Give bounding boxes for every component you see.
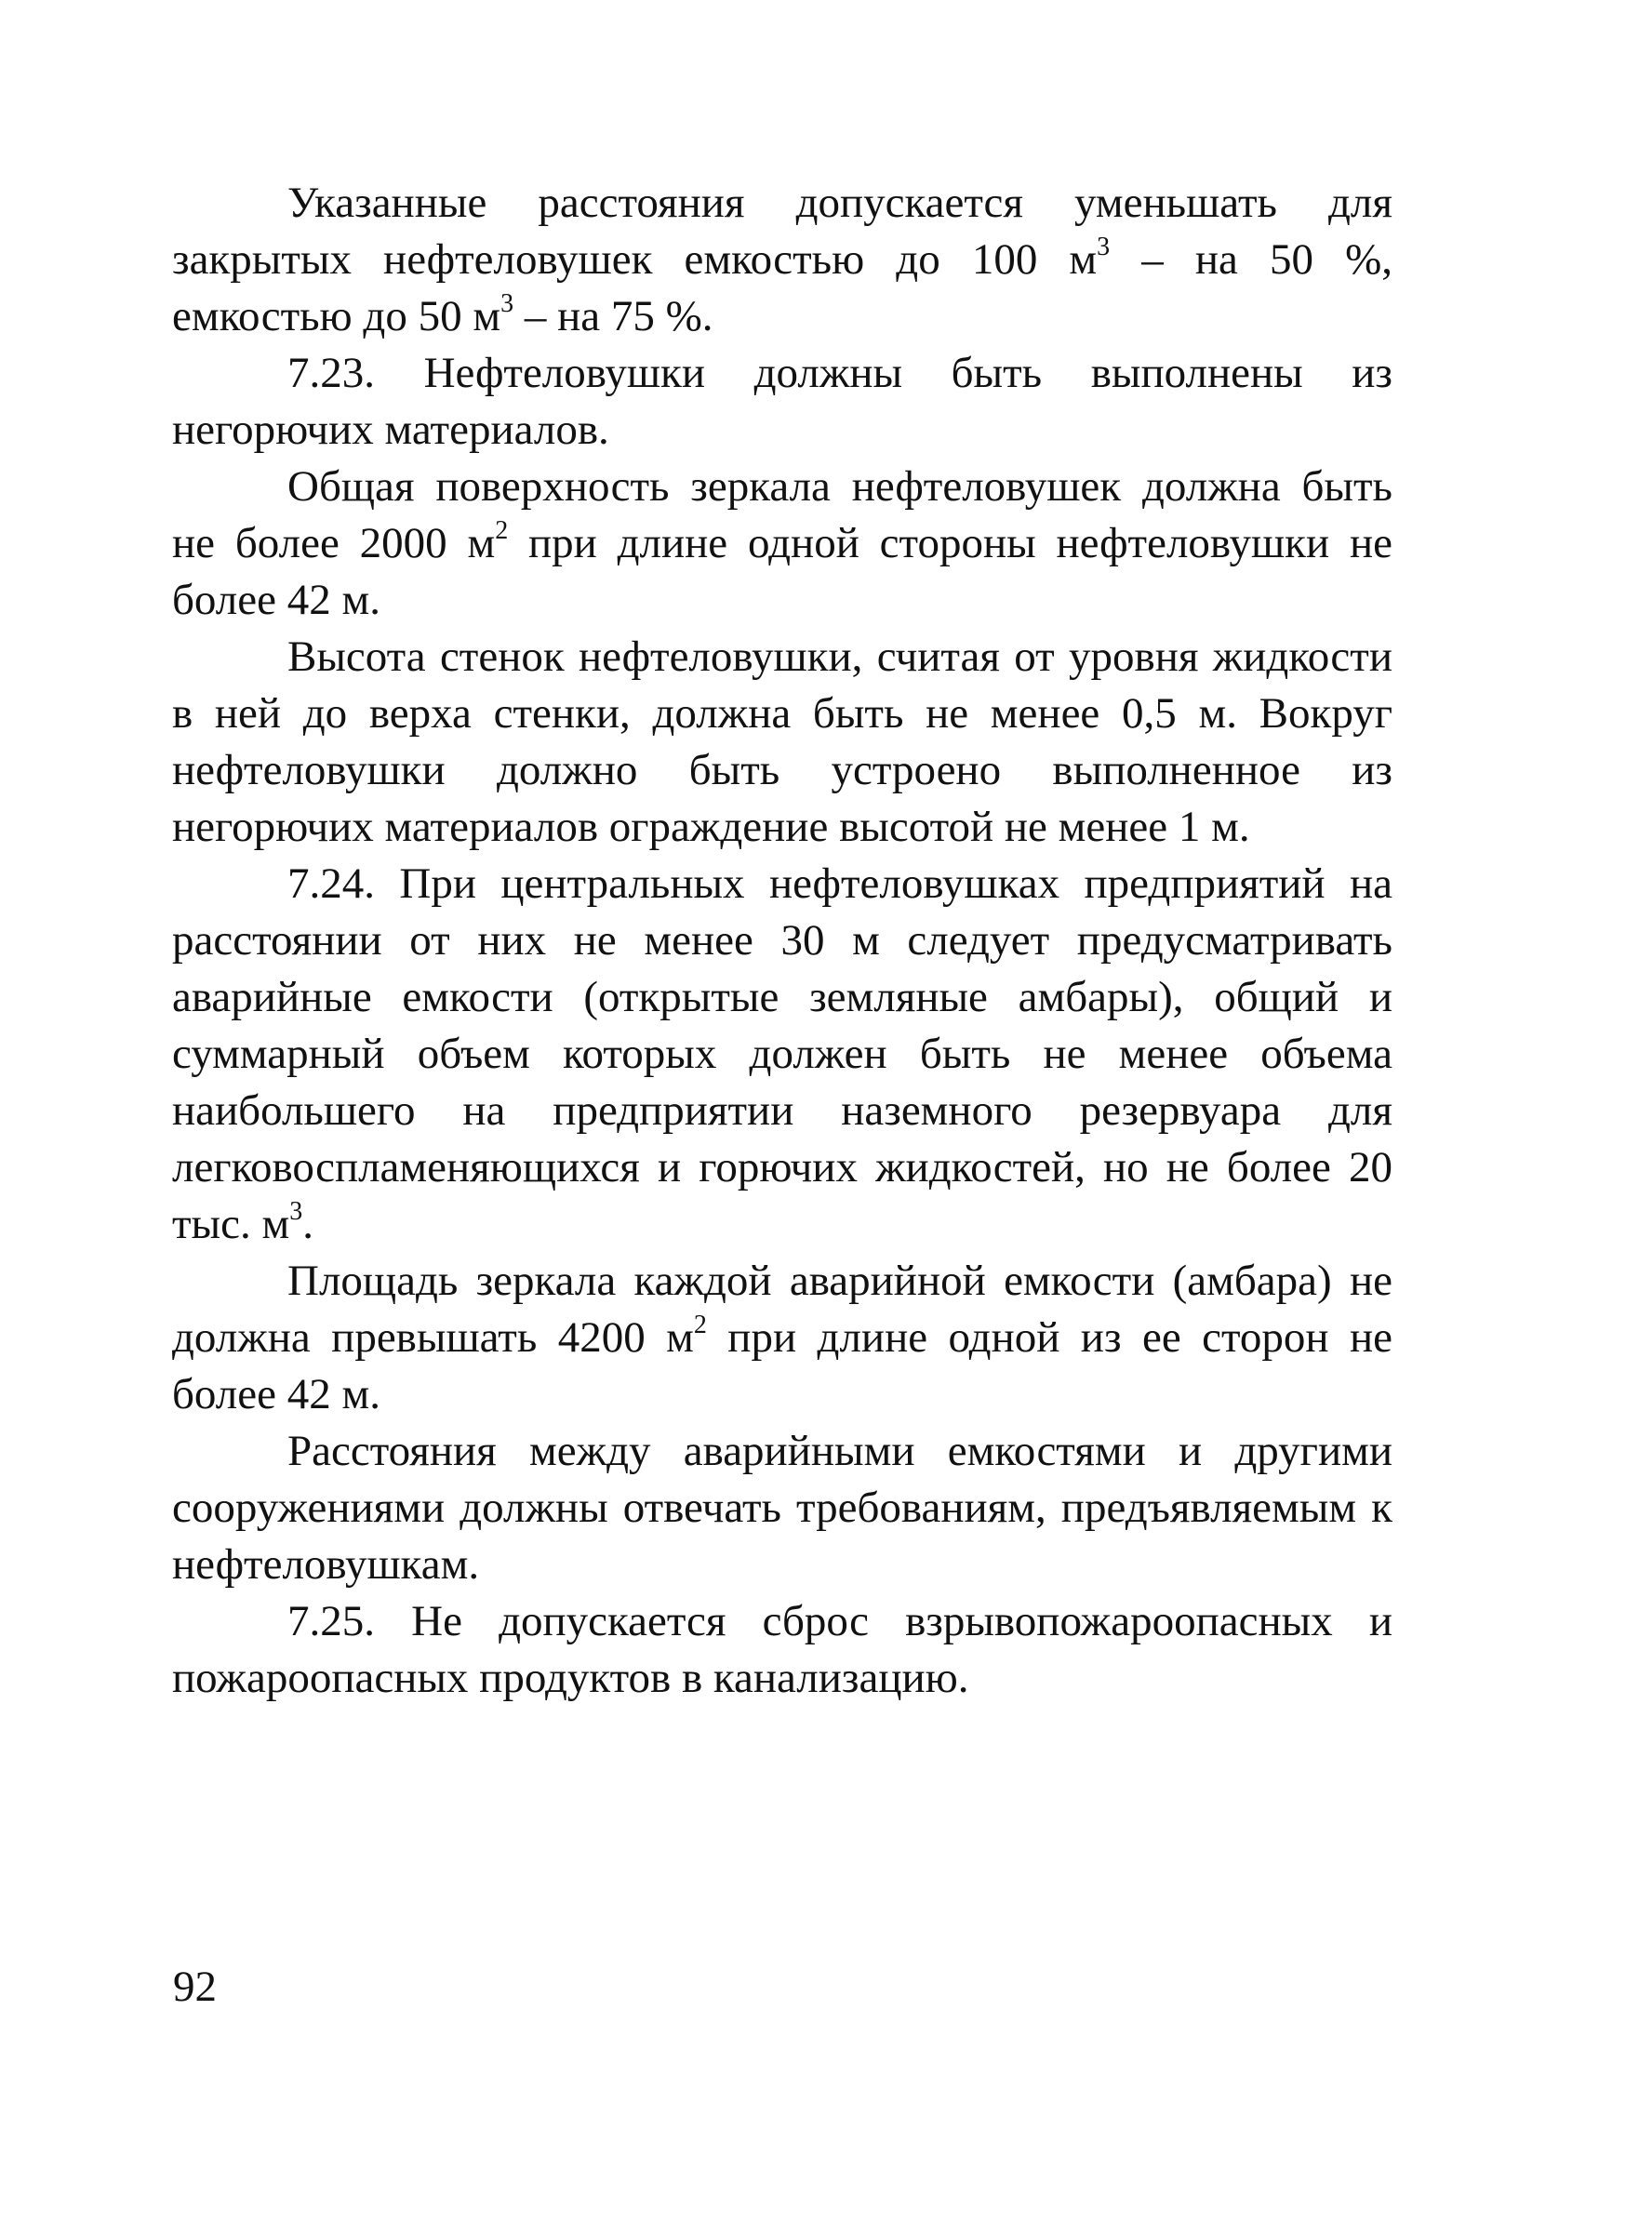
superscript-exponent: 2 (693, 1311, 707, 1339)
body-text (172, 175, 1392, 1707)
paragraph-wall-height: Высота стенок нефтеловушки, считая от уровня жидкости в ней до верха стенки, должна быть не менее 0,5 м. Вокруг нефтеловушки должно быть устроено выполненное из негорючих материалов ограждение высотой не менее 1 м. (172, 632, 1392, 851)
paragraph-distances-reduction: Указанные расстояния допускается уменьшать для закрытых нефтеловушек емкостью до 100 $м^3$ – на 50 %, емкостью до 50 $м^3$ – на 75 %. (172, 179, 1392, 340)
paragraph-emergency-distances: Расстояния между аварийными емкостями и другими сооружениями должны отвечать требованиям, предъявляемым к нефтеловушкам. (172, 1427, 1392, 1589)
paragraph-7-25: 7.25. Не допускается сброс взрывопожароопасных и пожароопасных продуктов в канализацию. (172, 1597, 1392, 1702)
superscript-exponent: 2 (495, 516, 509, 545)
paragraph-7-24: 7.24. При центральных нефтеловушках предприятий на расстоянии от них не менее 30 м следует предусматривать аварийные емкости (открытые земляные амбары), общий и суммарный объем которых должен быть не менее объема наибольшего на предприятии наземного резервуара для легковоспламеняющихся и горючих жидкостей, но не более 20 тыс. $м^3$. (172, 859, 1392, 1248)
paragraph-mirror-surface: Общая поверхность зеркала нефтеловушек должна быть не более 2000 $м^2$ при длине одной стороны нефтеловушки не более 42 м. (172, 462, 1392, 624)
page-number: 92 (173, 1963, 217, 2011)
paragraph-emergency-area: Площадь зеркала каждой аварийной емкости (амбара) не должна превышать 4200 $м^2$ при длине одной из ее сторон не более 42 м. (172, 1257, 1392, 1418)
superscript-exponent: 3 (289, 1197, 303, 1226)
superscript-exponent: 3 (500, 289, 514, 318)
paragraph-7-23: 7.23. Нефтеловушки должны быть выполнены из негорючих материалов. (172, 349, 1392, 454)
superscript-exponent: 3 (1097, 233, 1111, 261)
